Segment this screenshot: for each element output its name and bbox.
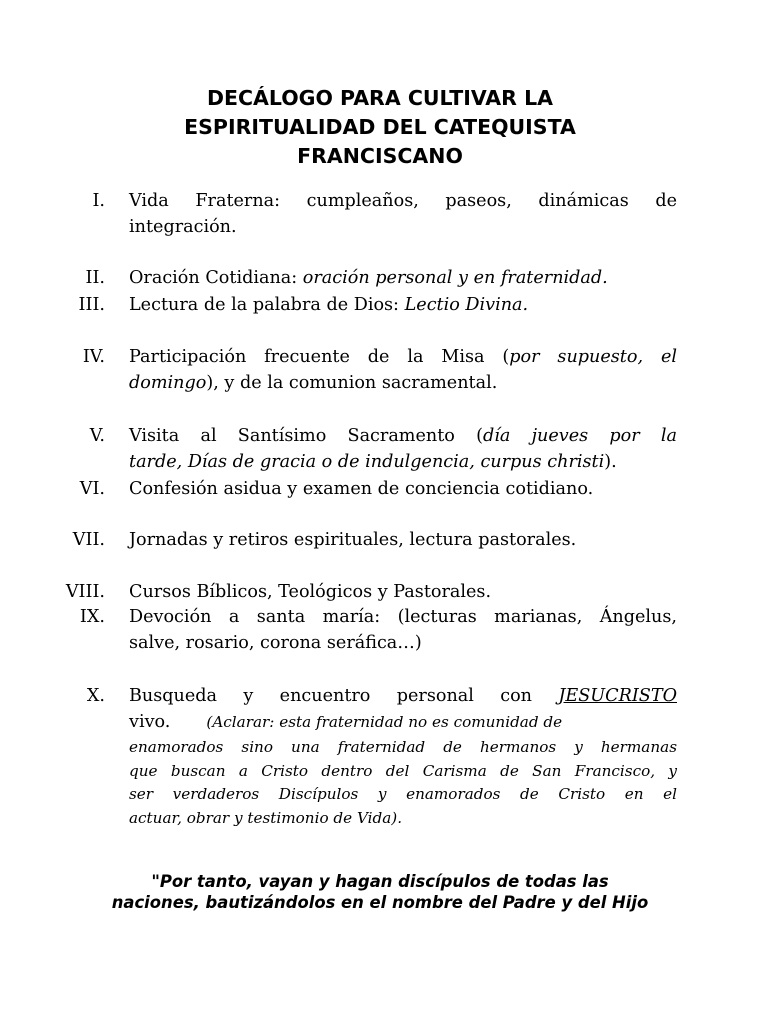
closing-quote [0,871,760,913]
quote-line-1: "Por tanto, vayan y hagan discípulos de todas las [151,872,609,891]
document-title [0,84,760,171]
item-number: VII. [72,530,105,550]
quote-line-2: naciones, bautizándolos en el nombre del Padre y del Hijo [111,893,649,912]
item-text: Jornadas y retiros espirituales, lectura pastorales. [129,530,577,550]
item-text: Visita al Santísimo Sacramento (día jueves por la tarde, Días de gracia o de indulgencia, curpus christi). [129,426,677,472]
item-text: Lectura de la palabra de Dios: Lectio Divina. [129,295,529,315]
item-note: enamorados sino una fraternidad de hermanos y hermanas que buscan a Cristo dentro del Carisma de San Francisco, y ser verdaderos Discípulos y enamorados de Cristo en el actuar, obrar y testimonio de Vida). [129,738,677,827]
item-text: Participación frecuente de la Misa (por supuesto, el domingo), y de la comunion sacramental. [129,347,677,393]
title-line-2: ESPIRITUALIDAD DEL CATEQUISTA [184,115,576,139]
item-number: II. [85,268,105,288]
item-number: V. [89,426,105,446]
item-number: VIII. [65,582,105,602]
item-text: Cursos Bíblicos, Teológicos y Pastorales. [129,582,492,602]
item-text: Busqueda y encuentro personal con JESUCRISTO vivo. (Aclarar: esta fraternidad no es comunidad de [129,686,677,732]
item-number: I. [92,191,105,211]
item-number: X. [86,686,105,706]
item-number: IX. [79,607,105,627]
item-number: IV. [82,347,105,367]
jesucristo-emphasis: JESUCRISTO [558,686,677,706]
item-text: Oración Cotidiana: oración personal y en fraternidad. [129,268,608,288]
item-number: VI. [79,479,105,499]
item-number: III. [78,295,105,315]
title-line-1: DECÁLOGO PARA CULTIVAR LA [206,86,554,110]
item-text: Vida Fraterna: cumpleaños, paseos, dinámicas de integración. [129,191,677,237]
item-text: Devoción a santa maría: (lecturas marianas, Ángelus, salve, rosario, corona seráfica…) [129,607,677,653]
item-text: Confesión asidua y examen de conciencia cotidiano. [129,479,594,499]
title-line-3: FRANCISCANO [297,144,463,168]
